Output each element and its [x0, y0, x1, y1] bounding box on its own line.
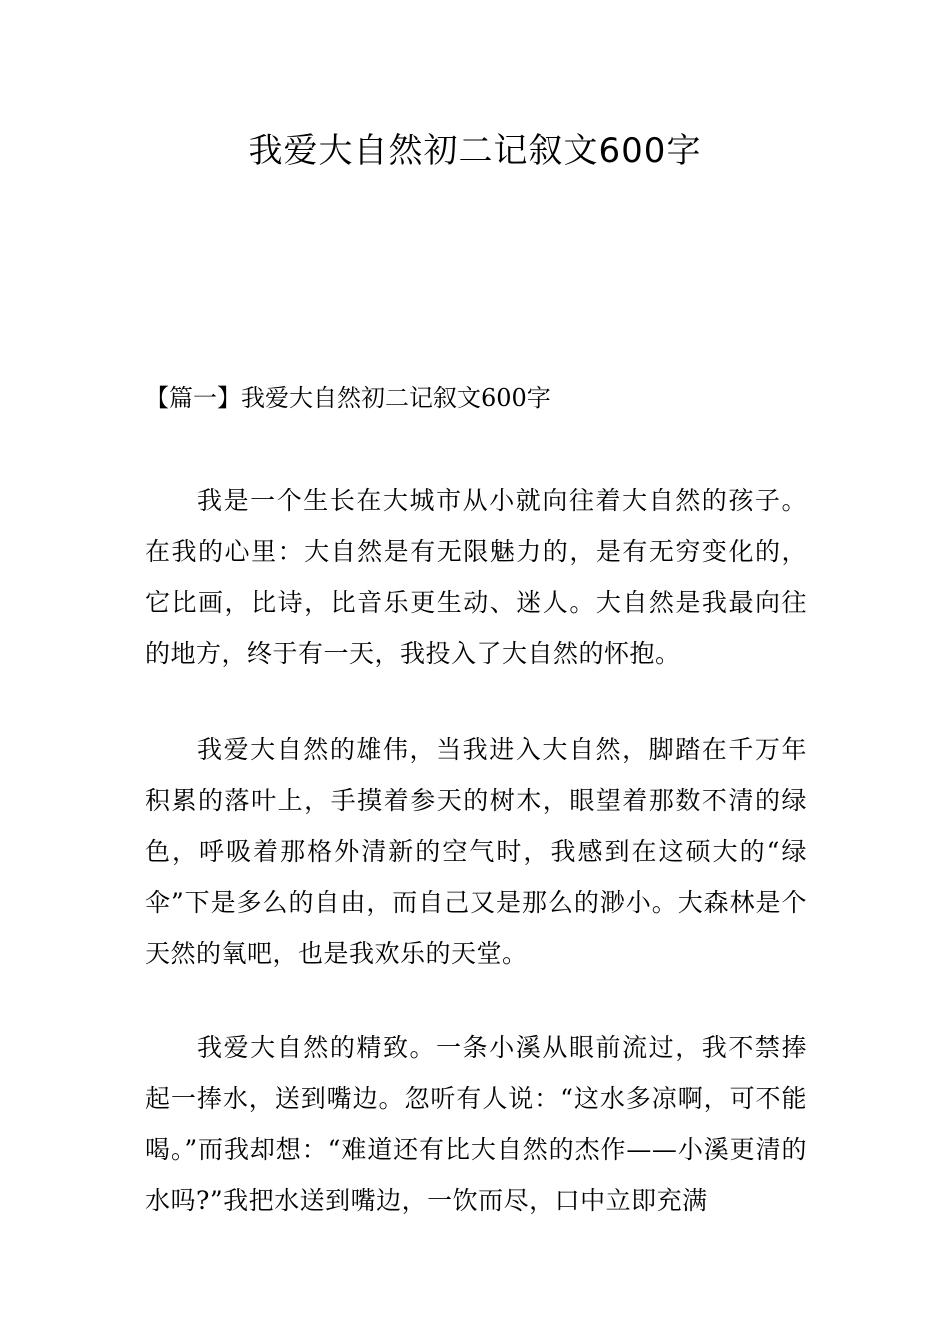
paragraph-2: 我爱大自然的雄伟，当我进入大自然，脚踏在千万年积累的落叶上，手摸着参天的树木，眼望着那数不清的绿色，呼吸着那格外清新的空气时，我感到在这硕大的“绿伞”下是多么的自由，而自己又是那么的渺小。大森林是个天然的氧吧，也是我欢乐的天堂。: [145, 735, 807, 968]
paragraph-1: 我是一个生长在大城市从小就向往着大自然的孩子。在我的心里：大自然是有无限魅力的，是有无穷变化的，它比画，比诗，比音乐更生动、迷人。大自然是我最向往的地方，终于有一天，我投入了大自然的怀抱。: [145, 486, 807, 668]
section-heading: 【篇一】我爱大自然初二记叙文600字: [145, 384, 551, 412]
paragraph-3: 我爱大自然的精致。一条小溪从眼前流过，我不禁捧起一捧水，送到嘴边。忽听有人说：“这水多凉啊，可不能喝。”而我却想：“难道还有比大自然的杰作——小溪更清的水吗?”我把水送到嘴边，一饮而尽，口中立即充满: [145, 1033, 807, 1215]
document-title: 我爱大自然初二记叙文600字: [248, 131, 702, 171]
